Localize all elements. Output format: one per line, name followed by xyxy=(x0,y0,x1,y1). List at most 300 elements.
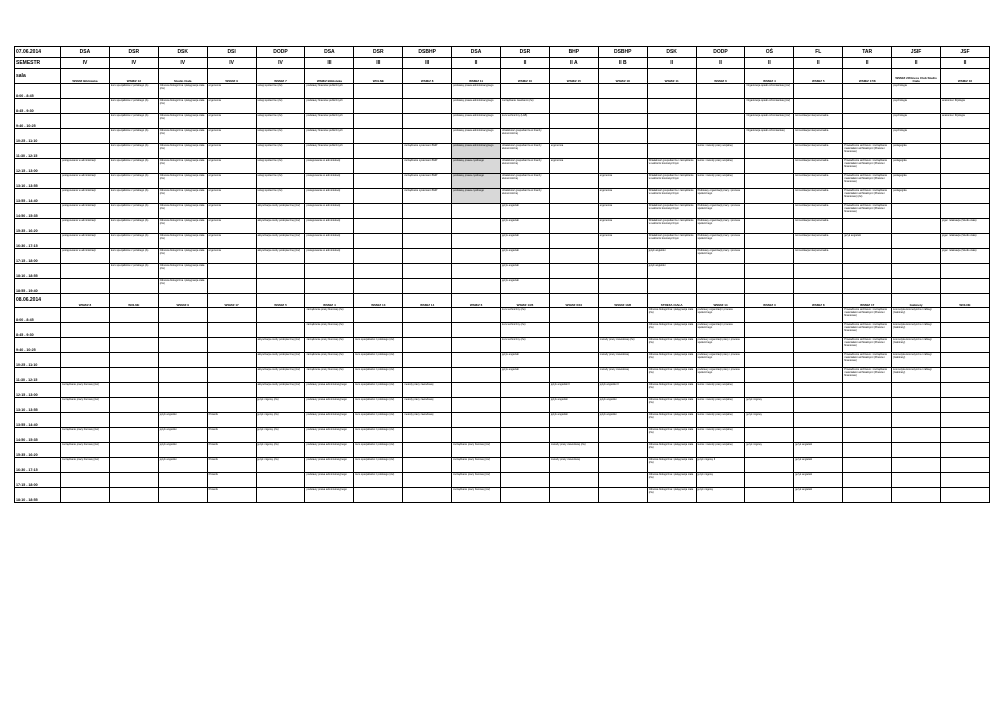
time-slot-row xyxy=(15,249,990,264)
class-cell: ergonomia xyxy=(207,159,256,174)
time-cell: 11:30 - 12:15 xyxy=(15,144,61,159)
class-cell: Prowadzenie archiwum i zarządzanie materiałami archiwalnymi (Prawne i finansowe) xyxy=(843,368,892,383)
semester-cell: II xyxy=(892,58,941,69)
class-cell xyxy=(403,204,452,219)
class-cell: język angielski xyxy=(158,458,207,473)
semester-cell: IV xyxy=(207,58,256,69)
class-cell: Odnowa biologiczna i pielęgnacja ciała (ćw) xyxy=(647,443,696,458)
class-cell xyxy=(941,323,990,338)
room-cell: WSMiZ 4 xyxy=(305,294,354,308)
class-cell: usługi społeczne (ćw) xyxy=(256,174,305,189)
room-cell: WSMiZ 16 xyxy=(941,69,990,84)
class-cell xyxy=(452,279,501,294)
group-header: DSR xyxy=(354,47,403,58)
class-cell xyxy=(207,398,256,413)
class-cell: zarządzanie systemami BHP xyxy=(403,159,452,174)
class-cell xyxy=(745,189,794,204)
class-cell: język angielski xyxy=(794,443,843,458)
class-cell: teorie i metody pracy socjalnej xyxy=(696,398,745,413)
class-cell: język migowy (ćw) xyxy=(256,398,305,413)
group-header: DSR xyxy=(109,47,158,58)
room-cell: WSMiZ 13/6 xyxy=(501,294,550,308)
class-cell: usługi społeczne (ćw) xyxy=(256,84,305,99)
class-cell: Prawnik xyxy=(207,458,256,473)
class-cell: Odnowa biologiczna i pielęgnacja ciała (ćw) xyxy=(647,398,696,413)
class-cell xyxy=(549,114,598,129)
class-cell: Odnowa biologiczna i pielęgnacja ciała (ćw) xyxy=(647,323,696,338)
class-cell xyxy=(843,473,892,488)
semester-cell: IV xyxy=(256,58,305,69)
time-slot-row xyxy=(15,129,990,144)
class-cell: zarządzanie systemami BHP xyxy=(403,144,452,159)
semester-cell: II xyxy=(843,58,892,69)
time-cell: 17:15 - 18:00 xyxy=(15,249,61,264)
room-cell: WSMiZ 2/Fitness Club Studio Ciała xyxy=(892,69,941,84)
class-cell: komunikacja interpersonalna xyxy=(794,129,843,144)
class-cell xyxy=(941,84,990,99)
class-cell xyxy=(452,338,501,353)
class-cell: język angielski xyxy=(549,413,598,428)
class-cell xyxy=(745,323,794,338)
class-cell: podstawy organizacji pracy i procesu społecznego xyxy=(696,338,745,353)
room-cell: WSMiZ 14 xyxy=(403,294,452,308)
semester-cell: II B xyxy=(598,58,647,69)
class-cell xyxy=(794,428,843,443)
class-cell: język angielski xyxy=(794,488,843,503)
class-cell: Odnowa biologiczna i pielęgnacja ciała (ćw) xyxy=(158,249,207,264)
class-cell xyxy=(207,323,256,338)
class-cell xyxy=(843,413,892,428)
class-cell: Podstawy organizacji pracy i procesu społecznego xyxy=(696,189,745,204)
class-cell: podstawy prawa administracyjnego xyxy=(305,488,354,503)
class-cell: postępowanie w administracji xyxy=(61,189,110,204)
class-cell: język angielski xyxy=(647,264,696,279)
class-cell xyxy=(452,368,501,383)
class-cell xyxy=(158,488,207,503)
class-cell xyxy=(794,84,843,99)
class-cell xyxy=(843,398,892,413)
class-cell: aktywizacja osoby podopiecznej (ćw) xyxy=(256,353,305,368)
room-cell: WSMiZ 8 xyxy=(794,294,843,308)
room-cell: WSMiZ 14 xyxy=(696,294,745,308)
room-cell: WSMiZ 18 xyxy=(598,69,647,84)
class-cell xyxy=(403,99,452,114)
semester-cell: IV xyxy=(158,58,207,69)
class-cell xyxy=(354,219,403,234)
class-cell: ergonomia xyxy=(207,144,256,159)
class-cell: kurs specjalistów z polskiego (A) xyxy=(109,249,158,264)
class-cell: Prowadzenie archiwum i zarządzanie materiałami archiwalnymi (Prawne i finansowe) xyxy=(843,144,892,159)
class-cell xyxy=(941,428,990,443)
class-cell: działalność gospodarcza w branży ekonomicznej xyxy=(501,189,550,204)
class-cell: teorie i metody pracy socjalnej xyxy=(696,428,745,443)
class-cell xyxy=(941,204,990,219)
class-cell xyxy=(109,383,158,398)
class-cell xyxy=(403,353,452,368)
time-slot-row xyxy=(15,219,990,234)
class-cell: postępowanie w administracji xyxy=(305,204,354,219)
class-cell xyxy=(61,353,110,368)
room-cell: WSMiZ 6 xyxy=(452,294,501,308)
time-cell: 8:00 - 8:45 xyxy=(15,308,61,323)
class-cell: język angielski xyxy=(843,234,892,249)
class-cell xyxy=(109,279,158,294)
class-cell: aktywizacja osoby podopiecznej (ćw) xyxy=(256,383,305,398)
class-cell: ergonomia xyxy=(207,234,256,249)
class-cell: Odnowa biologiczna i pielęgnacja ciała (ćw) xyxy=(647,383,696,398)
class-cell xyxy=(794,323,843,338)
class-cell: podstawy prawa administracyjnego xyxy=(305,398,354,413)
class-cell xyxy=(941,443,990,458)
class-cell: Podstawy organizacji pracy i procesu społecznego xyxy=(696,204,745,219)
class-cell xyxy=(61,144,110,159)
time-cell: 18:55 - 19:40 xyxy=(15,279,61,294)
class-cell: Odnowa biologiczna i pielęgnacja ciała (ćw) xyxy=(647,308,696,323)
class-cell: podstawy prawa administracyjnego xyxy=(305,413,354,428)
class-cell: postępowanie w administracji xyxy=(305,219,354,234)
time-cell: 8:00 - 8:45 xyxy=(15,84,61,99)
class-cell: Odnowa biologiczna i pielęgnacja ciała (ćw) xyxy=(647,458,696,473)
semester-cell: II xyxy=(452,58,501,69)
class-cell: język migowy xyxy=(745,413,794,428)
class-cell xyxy=(61,473,110,488)
class-cell xyxy=(941,473,990,488)
time-slot-row xyxy=(15,398,990,413)
class-cell: anatomia i fizjologia xyxy=(941,99,990,114)
class-cell: ergonomia xyxy=(598,174,647,189)
time-cell: 15:35 - 16:20 xyxy=(15,219,61,234)
room-cell: Studio Ciała xyxy=(158,69,207,84)
semester-cell: II A xyxy=(549,58,598,69)
class-cell: komunikacja interpersonalna xyxy=(794,174,843,189)
time-slot-row xyxy=(15,473,990,488)
class-cell: usługi społeczne (ćw) xyxy=(256,144,305,159)
class-cell xyxy=(403,234,452,249)
class-cell: Organizacja opieki ochroniarskiej (ćw) xyxy=(745,114,794,129)
group-header: DSA xyxy=(452,47,501,58)
time-slot-row xyxy=(15,383,990,398)
class-cell: Odnowa biologiczna i pielęgnacja ciała (ćw) xyxy=(158,204,207,219)
class-cell xyxy=(158,368,207,383)
class-cell xyxy=(403,368,452,383)
class-cell: teorie i metody pracy socjalnej xyxy=(696,443,745,458)
class-cell xyxy=(452,234,501,249)
room-cell: STREFA CIAŁA xyxy=(647,294,696,308)
class-cell: Prowadzenie archiwum i zarządzanie materiałami archiwalnymi (Prawne i finansowe) xyxy=(843,323,892,338)
class-cell xyxy=(892,488,941,503)
class-cell xyxy=(892,249,941,264)
time-slot-row xyxy=(15,413,990,428)
class-cell xyxy=(843,443,892,458)
class-cell xyxy=(892,413,941,428)
class-cell: język angielski xyxy=(501,264,550,279)
class-cell: podstawy finansów publicznych xyxy=(305,129,354,144)
class-cell: komunikacja interpersonalna xyxy=(794,159,843,174)
class-cell: język angielski II xyxy=(598,383,647,398)
class-cell: język migowy xyxy=(745,398,794,413)
class-cell xyxy=(892,219,941,234)
class-cell: zarządzanie systemami BHP xyxy=(403,189,452,204)
time-slot-row xyxy=(15,114,990,129)
class-cell: postępowanie w administracji xyxy=(61,159,110,174)
class-cell: podstawy prawa administracyjnego xyxy=(305,458,354,473)
class-cell: kurs specjalistów z polskiego (A) xyxy=(109,84,158,99)
class-cell xyxy=(598,249,647,264)
class-cell: język angielski xyxy=(158,428,207,443)
class-cell: Odnowa biologiczna i pielęgnacja ciała (ćw) xyxy=(647,473,696,488)
class-cell: Działalność gospodarcza i zarządzanie w sektorze kosmetycznym xyxy=(647,234,696,249)
class-cell: Odnowa biologiczna i pielęgnacja ciała (ćw) xyxy=(647,338,696,353)
class-cell: usługi społeczne (ćw) xyxy=(256,129,305,144)
class-cell: kurs specjalistów z polskiego (ćw) xyxy=(354,458,403,473)
class-cell: postępowanie w administracji xyxy=(61,219,110,234)
class-cell: Prowadzenie archiwum i zarządzanie materiałami archiwalnymi (Prawne i finansowe) xyxy=(843,353,892,368)
class-cell xyxy=(941,368,990,383)
class-cell: ergonomia xyxy=(598,189,647,204)
class-cell xyxy=(745,204,794,219)
class-cell: komunikacja interpersonalna xyxy=(794,189,843,204)
class-cell xyxy=(843,84,892,99)
room-label: sala xyxy=(15,69,61,84)
class-cell: ergonomia xyxy=(207,84,256,99)
class-cell xyxy=(941,144,990,159)
class-cell: metody pracy zawodowej xyxy=(598,353,647,368)
room-cell: WSMiZ 17/8 xyxy=(843,69,892,84)
class-cell: działalność gospodarcza w branży ekonomicznej xyxy=(501,174,550,189)
time-slot-row xyxy=(15,279,990,294)
class-cell: pedagogika xyxy=(892,189,941,204)
time-cell: 18:10 - 18:55 xyxy=(15,264,61,279)
group-header: DODP xyxy=(696,47,745,58)
class-cell xyxy=(941,383,990,398)
time-cell: 14:50 - 15:35 xyxy=(15,428,61,443)
class-cell: komunikacja interpersonalna xyxy=(794,144,843,159)
class-cell xyxy=(109,488,158,503)
class-cell: kosmetyka kosmetyczna i zabiegi (Gabinety) xyxy=(892,323,941,338)
group-header: FL xyxy=(794,47,843,58)
class-cell xyxy=(403,279,452,294)
class-cell: ergonomia xyxy=(549,159,598,174)
class-cell: komunikacja interpersonalna xyxy=(794,114,843,129)
class-cell xyxy=(598,488,647,503)
class-cell xyxy=(745,264,794,279)
class-cell: Prowadzenie archiwum i zarządzanie materiałami archiwalnymi (Prawne i finansowe) xyxy=(843,338,892,353)
class-cell xyxy=(61,323,110,338)
class-cell: Działalność gospodarcza i zarządzanie w sektorze kosmetycznym xyxy=(647,204,696,219)
class-cell: kurs specjalistów z polskiego (A) xyxy=(109,144,158,159)
class-cell: usługi społeczne (ćw) xyxy=(256,114,305,129)
class-cell xyxy=(647,84,696,99)
class-cell xyxy=(549,353,598,368)
class-cell: Odnowa biologiczna i pielęgnacja ciała (ćw) xyxy=(158,279,207,294)
class-cell xyxy=(941,488,990,503)
class-cell xyxy=(549,473,598,488)
class-cell: zarządzanie pracy biurowej (ćw) xyxy=(61,443,110,458)
class-cell xyxy=(354,249,403,264)
room-cell: WSMiZ 4 xyxy=(745,69,794,84)
group-header: JSIF xyxy=(892,47,941,58)
class-cell xyxy=(598,443,647,458)
class-cell xyxy=(452,398,501,413)
semester-cell: II xyxy=(696,58,745,69)
semester-cell: II xyxy=(501,58,550,69)
class-cell: Odnowa biologiczna i pielęgnacja ciała (ćw) xyxy=(158,84,207,99)
time-slot-row xyxy=(15,323,990,338)
class-cell xyxy=(61,338,110,353)
class-cell: podstawy prawa cywilnego xyxy=(452,174,501,189)
class-cell xyxy=(61,99,110,114)
time-cell: 16:30 - 17:15 xyxy=(15,234,61,249)
class-cell: zarządzanie pracy biurowej (ćw) xyxy=(305,338,354,353)
class-cell xyxy=(598,99,647,114)
class-cell xyxy=(941,264,990,279)
class-cell xyxy=(109,428,158,443)
class-cell xyxy=(549,174,598,189)
date-cell: 07.06.2014 xyxy=(15,47,61,58)
class-cell xyxy=(403,219,452,234)
room-cell: WSMiZ 5 xyxy=(256,294,305,308)
class-cell xyxy=(794,308,843,323)
class-cell: psychologia xyxy=(892,129,941,144)
class-cell xyxy=(256,279,305,294)
class-cell xyxy=(696,114,745,129)
schedule-table xyxy=(14,46,990,503)
class-cell xyxy=(354,129,403,144)
class-cell xyxy=(501,473,550,488)
class-cell xyxy=(745,488,794,503)
class-cell: podstawy prawa administracyjnego xyxy=(305,443,354,458)
class-cell xyxy=(354,99,403,114)
class-cell: Prawnik xyxy=(207,428,256,443)
class-cell: Odnowa biologiczna i pielęgnacja ciała (ćw) xyxy=(158,219,207,234)
group-header: DSR xyxy=(501,47,550,58)
class-cell: ergonomia xyxy=(207,219,256,234)
time-slot-row xyxy=(15,308,990,323)
class-cell: komunikacja interpersonalna xyxy=(794,219,843,234)
class-cell: język migowy xyxy=(745,443,794,458)
schedule-sheet xyxy=(14,46,979,503)
class-cell xyxy=(549,204,598,219)
class-cell xyxy=(501,428,550,443)
class-cell xyxy=(745,353,794,368)
class-cell: psychologia xyxy=(892,99,941,114)
class-cell: teorie i metody pracy socjalnej xyxy=(696,383,745,398)
class-cell: metody pracy zawodowej xyxy=(598,368,647,383)
class-cell xyxy=(549,219,598,234)
class-cell: postępowanie w administracji xyxy=(61,249,110,264)
class-cell: Odnowa biologiczna i pielęgnacja ciała (ćw) xyxy=(158,234,207,249)
class-cell: język angielski xyxy=(158,443,207,458)
class-cell: język angielski xyxy=(501,353,550,368)
class-cell xyxy=(501,443,550,458)
class-cell xyxy=(354,189,403,204)
class-cell: język angielski xyxy=(501,368,550,383)
class-cell xyxy=(745,473,794,488)
class-cell: teorie i metody pracy socjalnej xyxy=(696,159,745,174)
class-cell: aktywizacja osoby podopiecznej (ćw) xyxy=(256,368,305,383)
class-cell xyxy=(158,383,207,398)
class-cell xyxy=(354,234,403,249)
class-cell: teorie i metody pracy socjalnej xyxy=(696,413,745,428)
group-header: DODP xyxy=(256,47,305,58)
time-slot-row xyxy=(15,204,990,219)
class-cell xyxy=(794,338,843,353)
semester-cell: III xyxy=(305,58,354,69)
time-slot-row xyxy=(15,264,990,279)
time-cell: 13:10 - 13:55 xyxy=(15,174,61,189)
class-cell xyxy=(354,84,403,99)
class-cell xyxy=(354,264,403,279)
class-cell xyxy=(745,234,794,249)
class-cell xyxy=(207,383,256,398)
class-cell: język angielski xyxy=(501,219,550,234)
room-cell: WSMiZ Biblioteka xyxy=(61,69,110,84)
class-cell: kurs specjalistów z polskiego (A) xyxy=(109,189,158,204)
class-cell: kurs techniczny (ćw) xyxy=(501,338,550,353)
class-cell xyxy=(892,264,941,279)
class-cell: podstawy prawa cywilnego xyxy=(452,159,501,174)
class-cell: Prawnik xyxy=(207,488,256,503)
class-cell xyxy=(549,84,598,99)
class-cell: kurs specjalistów z polskiego (ćw) xyxy=(354,443,403,458)
class-cell xyxy=(452,413,501,428)
class-cell xyxy=(256,264,305,279)
class-cell xyxy=(354,174,403,189)
class-cell: teorie i metody pracy socjalnej xyxy=(696,174,745,189)
time-cell: 9:40 - 10:25 xyxy=(15,114,61,129)
time-slot-row xyxy=(15,338,990,353)
room-cell: WSMiZ 9 xyxy=(207,69,256,84)
class-cell: usługi społeczne (ćw) xyxy=(256,189,305,204)
class-cell: komunikacja interpersonalna xyxy=(794,249,843,264)
class-cell xyxy=(207,338,256,353)
class-cell: kurs specjalistów z polskiego (ćw) xyxy=(354,398,403,413)
class-cell: kurs specjalistów z polskiego (A) xyxy=(109,159,158,174)
class-cell: pedagogika xyxy=(892,159,941,174)
class-cell: kurs specjalistów z polskiego (A) xyxy=(109,114,158,129)
class-cell xyxy=(403,308,452,323)
date-cell: 08.06.2014 xyxy=(15,294,61,308)
class-cell: Działalność gospodarcza i zarządzanie w sektorze kosmetycznym xyxy=(647,219,696,234)
class-cell: podstawy organizacji i procesu społecznego xyxy=(696,323,745,338)
class-cell xyxy=(501,383,550,398)
group-header: JSF xyxy=(941,47,990,58)
class-cell xyxy=(647,279,696,294)
class-cell xyxy=(109,413,158,428)
time-cell: 9:40 - 10:25 xyxy=(15,338,61,353)
class-cell: zarządzanie pracy biurowej (ćw) xyxy=(305,353,354,368)
class-cell xyxy=(452,383,501,398)
time-cell: 13:10 - 13:55 xyxy=(15,398,61,413)
class-cell: metody pracy zawodowej xyxy=(403,398,452,413)
class-cell xyxy=(696,99,745,114)
class-cell: zarządzanie pracy biurowej (ćw) xyxy=(61,428,110,443)
class-cell xyxy=(941,129,990,144)
class-cell: psychologia xyxy=(892,114,941,129)
time-slot-row xyxy=(15,443,990,458)
class-cell xyxy=(452,353,501,368)
class-cell xyxy=(354,279,403,294)
class-cell: podstawy prawa administracyjnego xyxy=(305,473,354,488)
class-cell xyxy=(745,219,794,234)
room-cell: WOLNE xyxy=(109,294,158,308)
class-cell: Podstawy organizacji pracy i procesu społecznego xyxy=(696,219,745,234)
time-cell: 18:10 - 18:55 xyxy=(15,488,61,503)
class-cell: język angielski xyxy=(501,204,550,219)
class-cell: podstawy finansów publicznych xyxy=(305,84,354,99)
class-cell: pedagogika xyxy=(892,144,941,159)
class-cell: joga i relaksacja (Studio ciała) xyxy=(941,234,990,249)
